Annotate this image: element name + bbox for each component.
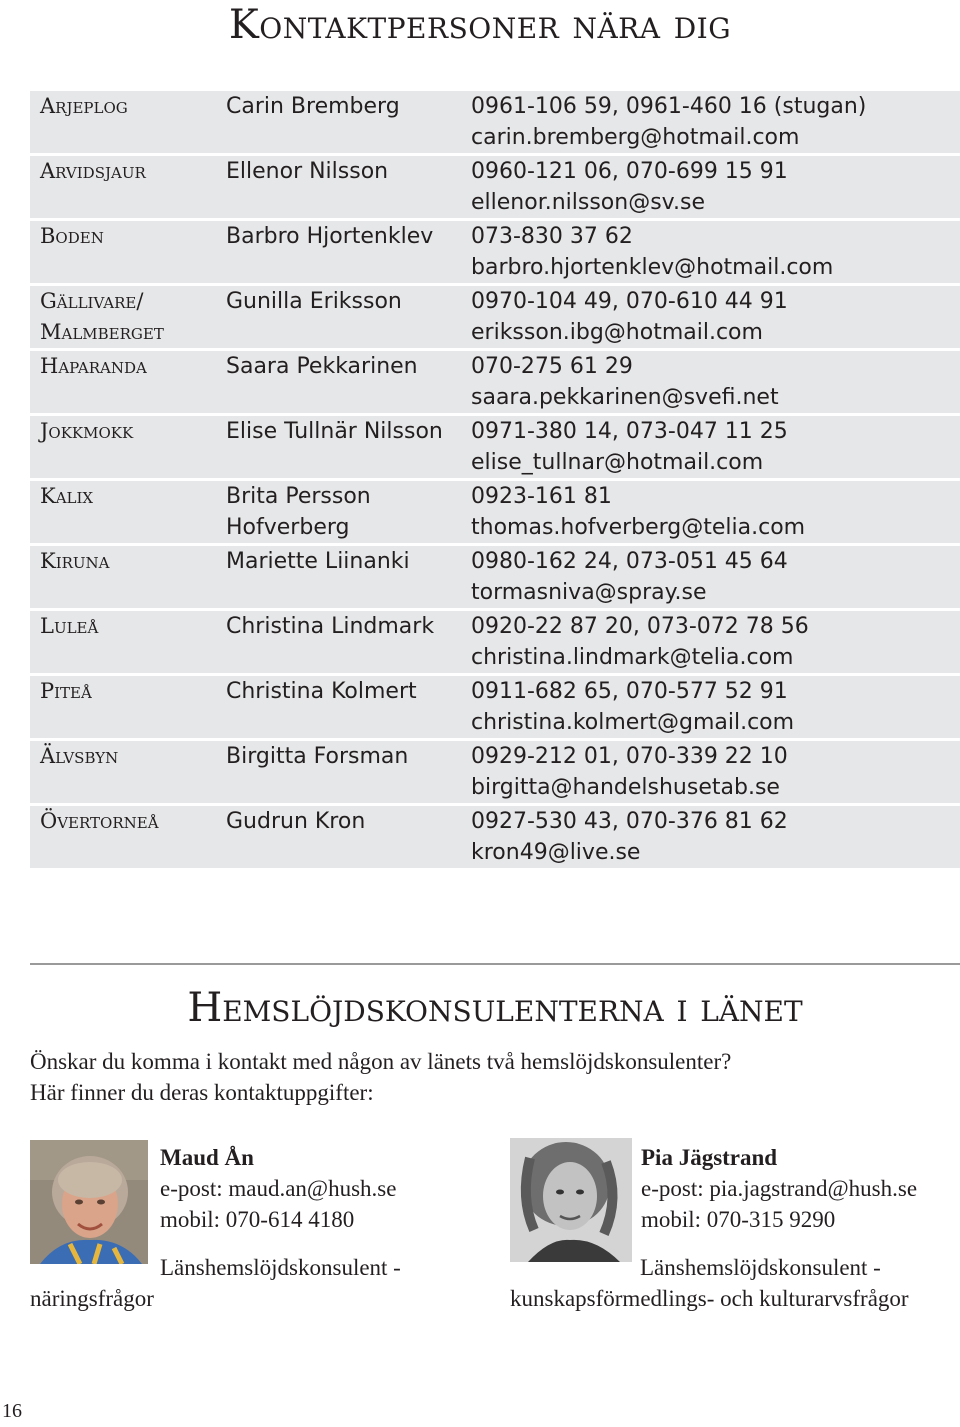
contact-phone: 0961-106 59, 0961-460 16 (stugan)	[471, 94, 867, 119]
name-label: Birgitta Forsman	[226, 744, 409, 769]
contact-email[interactable]: eriksson.ibg@hotmail.com	[471, 320, 763, 345]
name-label: Gunilla Eriksson	[226, 289, 402, 314]
contact-name	[226, 351, 471, 413]
town-label: Kalix	[40, 484, 94, 508]
contact-phone: 0980-162 24, 073-051 45 64	[471, 549, 788, 574]
contact-details	[471, 156, 960, 218]
consultant-role-pia: Länshemslöjdskonsulent - kunskapsförmedlings- och kulturarvsfrågor	[510, 1255, 909, 1311]
name-label: Brita Persson	[226, 484, 371, 509]
contact-details	[471, 286, 960, 348]
consultant-pia	[641, 1142, 960, 1235]
town-label: Haparanda	[40, 354, 147, 378]
contact-phone: 0920-22 87 20, 073-072 78 56	[471, 614, 809, 639]
contact-name	[226, 156, 471, 218]
name-label-line2: Hofverberg	[226, 515, 350, 540]
town-label: Övertorneå	[40, 809, 159, 833]
contact-email[interactable]: elise_tullnar@hotmail.com	[471, 450, 764, 475]
contact-email[interactable]: barbro.hjortenklev@hotmail.com	[471, 255, 834, 280]
section-intro	[30, 1046, 930, 1108]
contact-email[interactable]: saara.pekkarinen@svefi.net	[471, 385, 779, 410]
contact-row	[30, 806, 960, 868]
contact-town	[30, 546, 226, 608]
intro-line-1: Önskar du komma i kontakt med någon av länets två hemslöjdskonsulenter?	[30, 1049, 732, 1074]
name-label: Mariette Liinanki	[226, 549, 410, 574]
contact-row	[30, 611, 960, 673]
contact-row	[30, 221, 960, 283]
contact-town	[30, 741, 226, 803]
section-divider	[30, 963, 960, 965]
contact-details	[471, 351, 960, 413]
section-title: Hemslöjdskonsulenterna i länet	[187, 985, 803, 1031]
consultant-mobile: mobil: 070-614 4180	[160, 1207, 355, 1232]
town-label: Kiruna	[40, 549, 110, 573]
consultant-email[interactable]: e-post: maud.an@hush.se	[160, 1176, 397, 1201]
consultant-role-maud: Länshemslöjdskonsulent - näringsfrågor	[30, 1255, 401, 1311]
contact-row	[30, 676, 960, 738]
contact-row	[30, 286, 960, 348]
name-label: Gudrun Kron	[226, 809, 366, 834]
consultant-name: Pia Jägstrand	[641, 1145, 778, 1170]
contact-details	[471, 481, 960, 543]
contact-details	[471, 741, 960, 803]
page-number: 16	[2, 1400, 22, 1422]
contact-row	[30, 416, 960, 478]
contact-name	[226, 286, 471, 348]
name-label: Christina Kolmert	[226, 679, 417, 704]
contact-town	[30, 286, 226, 348]
consultant-photo-maud	[30, 1140, 148, 1264]
contact-row	[30, 351, 960, 413]
town-label: Luleå	[40, 614, 99, 638]
page-title: Kontaktpersoner nära dig	[228, 2, 732, 48]
contact-name	[226, 221, 471, 283]
contact-details	[471, 221, 960, 283]
contact-email[interactable]: carin.bremberg@hotmail.com	[471, 125, 800, 150]
contact-name	[226, 481, 471, 543]
contact-phone: 073-830 37 62	[471, 224, 633, 249]
contact-row	[30, 546, 960, 608]
name-label: Christina Lindmark	[226, 614, 435, 639]
town-label: Arjeplog	[40, 94, 128, 118]
town-label: Jokkmokk	[40, 419, 134, 443]
contact-email[interactable]: ellenor.nilsson@sv.se	[471, 190, 705, 215]
contact-phone: 0970-104 49, 070-610 44 91	[471, 289, 788, 314]
contact-name	[226, 611, 471, 673]
consultant-photo-pia	[510, 1138, 632, 1262]
town-label: Gällivare/	[40, 289, 144, 313]
name-label: Barbro Hjortenklev	[226, 224, 434, 249]
name-label: Elise Tullnär Nilsson	[226, 419, 443, 444]
contact-town	[30, 806, 226, 868]
contact-town	[30, 156, 226, 218]
contact-email[interactable]: thomas.hofverberg@telia.com	[471, 515, 806, 540]
contact-email[interactable]: christina.lindmark@telia.com	[471, 645, 794, 670]
contact-details	[471, 676, 960, 738]
contact-phone: 0927-530 43, 070-376 81 62	[471, 809, 788, 834]
contact-row	[30, 741, 960, 803]
contact-name	[226, 546, 471, 608]
contact-details	[471, 546, 960, 608]
contact-town	[30, 416, 226, 478]
contact-town	[30, 676, 226, 738]
contact-phone: 0960-121 06, 070-699 15 91	[471, 159, 788, 184]
contact-name	[226, 741, 471, 803]
contact-details	[471, 611, 960, 673]
contact-phone: 0923-161 81	[471, 484, 612, 509]
town-label: Boden	[40, 224, 104, 248]
contact-email[interactable]: christina.kolmert@gmail.com	[471, 710, 795, 735]
contact-town	[30, 351, 226, 413]
contact-phone: 0929-212 01, 070-339 22 10	[471, 744, 788, 769]
contact-details	[471, 416, 960, 478]
consultant-mobile: mobil: 070-315 9290	[641, 1207, 836, 1232]
contact-town	[30, 481, 226, 543]
contact-name	[226, 416, 471, 478]
consultant-name: Maud Ån	[160, 1145, 254, 1170]
town-label-line2: Malmberget	[40, 320, 164, 344]
contact-details	[471, 91, 960, 153]
consultant-email[interactable]: e-post: pia.jagstrand@hush.se	[641, 1176, 918, 1201]
contact-phone: 0971-380 14, 073-047 11 25	[471, 419, 788, 444]
intro-line-2: Här finner du deras kontaktuppgifter:	[30, 1080, 374, 1105]
contacts-table	[30, 88, 960, 871]
name-label: Carin Bremberg	[226, 94, 400, 119]
town-label: Piteå	[40, 679, 92, 703]
name-label: Ellenor Nilsson	[226, 159, 389, 184]
contact-row	[30, 91, 960, 153]
contact-name	[226, 676, 471, 738]
contact-town	[30, 611, 226, 673]
contact-phone: 070-275 61 29	[471, 354, 633, 379]
contact-name	[226, 91, 471, 153]
town-label: Arvidsjaur	[40, 159, 146, 183]
contact-email[interactable]: tormasniva@spray.se	[471, 580, 707, 605]
contact-town	[30, 221, 226, 283]
contact-town	[30, 91, 226, 153]
contact-email[interactable]: kron49@live.se	[471, 840, 641, 865]
name-label: Saara Pekkarinen	[226, 354, 418, 379]
contact-row	[30, 481, 960, 543]
contact-row	[30, 156, 960, 218]
contact-details	[471, 806, 960, 868]
contact-name	[226, 806, 471, 868]
consultant-maud	[160, 1142, 490, 1235]
contact-phone: 0911-682 65, 070-577 52 91	[471, 679, 788, 704]
contact-email[interactable]: birgitta@handelshusetab.se	[471, 775, 780, 800]
town-label: Älvsbyn	[40, 744, 119, 768]
